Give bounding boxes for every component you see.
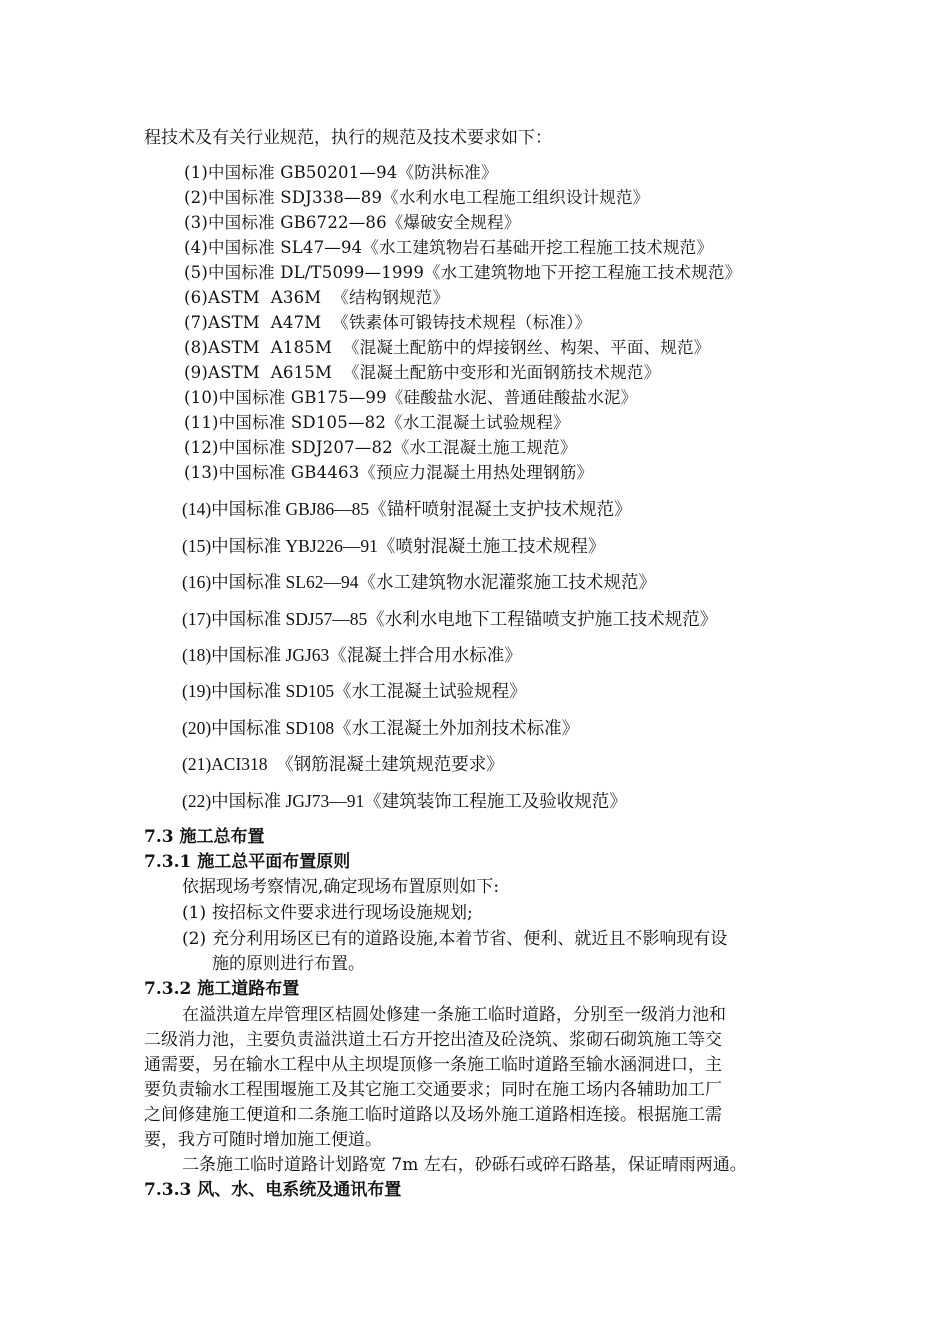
list-item: (11)中国标准 SD105—82《水工混凝土试验规程》 [184,413,570,432]
paragraph-line: 之间修建施工便道和二条施工临时道路以及场外施工道路相连接。根据施工需 [144,1105,722,1125]
list-item: (16)中国标准 SL62—94《水工建筑物水泥灌浆施工技术规范》 [182,572,656,592]
item-text: 按招标文件要求进行现场设施规划; [212,903,473,923]
list-item: (2)中国标准 SDJ338—89《水利水电工程施工组织设计规范》 [184,188,650,207]
paragraph-line: 通需要，另在输水工程中从主坝堤顶修一条施工临时道路至输水涵洞进口，主 [144,1055,722,1075]
list-item: (5)中国标准 DL/T5099—1999《水工建筑物地下开挖工程施工技术规范》 [184,263,742,282]
paragraph: 依据现场考察情况,确定现场布置原则如下: [182,877,500,897]
list-item: (3)中国标准 GB6722—86《爆破安全规程》 [184,213,521,232]
section-heading-7-3-3: 7.3.3 风、水、电系统及通讯布置 [144,1180,402,1200]
paragraph-line: 要，我方可随时增加施工便道。 [144,1130,382,1150]
list-item: (10)中国标准 GB175—99《硅酸盐水泥、普通硅酸盐水泥》 [184,388,638,407]
paragraph: 二条施工临时道路计划路宽 7m 左右，砂砾石或碎石路基，保证晴雨两通。 [182,1155,747,1175]
paragraph-line: 在溢洪道左岸管理区桔圆处修建一条施工临时道路，分别至一级消力池和 [182,1005,726,1025]
list-item: (1)中国标准 GB50201—94《防洪标准》 [184,163,498,182]
list-item: (21)ACI318 《钢筋混凝土建筑规范要求》 [182,754,504,774]
list-item: (12)中国标准 SDJ207—82《水工混凝土施工规范》 [184,438,577,457]
list-item: (15)中国标准 YBJ226—91《喷射混凝土施工技术规程》 [182,536,606,556]
paragraph-line: 二级消力池，主要负责溢洪道土石方开挖出渣及砼浇筑、浆砌石砌筑施工等交 [144,1030,722,1050]
item-number: (1) [182,903,207,923]
list-item: (19)中国标准 SD105《水工混凝土试验规程》 [182,681,527,701]
list-item: (6)ASTM A36M 《结构钢规范》 [184,288,450,307]
list-item: (22)中国标准 JGJ73—91《建筑装饰工程施工及验收规范》 [182,791,627,811]
list-item: (4)中国标准 SL47—94《水工建筑物岩石基础开挖工程施工技术规范》 [184,238,714,257]
section-heading-7-3-2: 7.3.2 施工道路布置 [144,979,300,999]
list-item: (14)中国标准 GBJ86—85《锚杆喷射混凝土支护技术规范》 [182,499,632,519]
paragraph-line: 要负责输水工程围堰施工及其它施工交通要求；同时在施工场内各辅助加工厂 [144,1080,722,1100]
list-item: (13)中国标准 GB4463《预应力混凝土用热处理钢筋》 [184,463,594,482]
list-item: (8)ASTM A185M 《混凝土配筋中的焊接钢丝、构架、平面、规范》 [184,338,711,357]
item-text: 施的原则进行布置。 [212,954,365,974]
section-heading-7-3: 7.3 施工总布置 [144,827,265,847]
section-heading-7-3-1: 7.3.1 施工总平面布置原则 [144,852,351,872]
list-item: (9)ASTM A615M 《混凝土配筋中变形和光面钢筋技术规范》 [184,363,661,382]
list-item: (7)ASTM A47M 《铁素体可锻铸技术规程（标准）》 [184,313,592,332]
item-number: (2) [182,929,207,949]
list-item: (20)中国标准 SD108《水工混凝土外加剂技术标准》 [182,718,580,738]
list-item: (18)中国标准 JGJ63《混凝土拌合用水标准》 [182,645,522,665]
item-text: 充分利用场区已有的道路设施,本着节省、便利、就近且不影响现有设 [212,929,728,949]
list-item: (17)中国标准 SDJ57—85《水利水电地下工程锚喷支护施工技术规范》 [182,609,718,629]
intro-line: 程技术及有关行业规范，执行的规范及技术要求如下： [144,128,552,148]
